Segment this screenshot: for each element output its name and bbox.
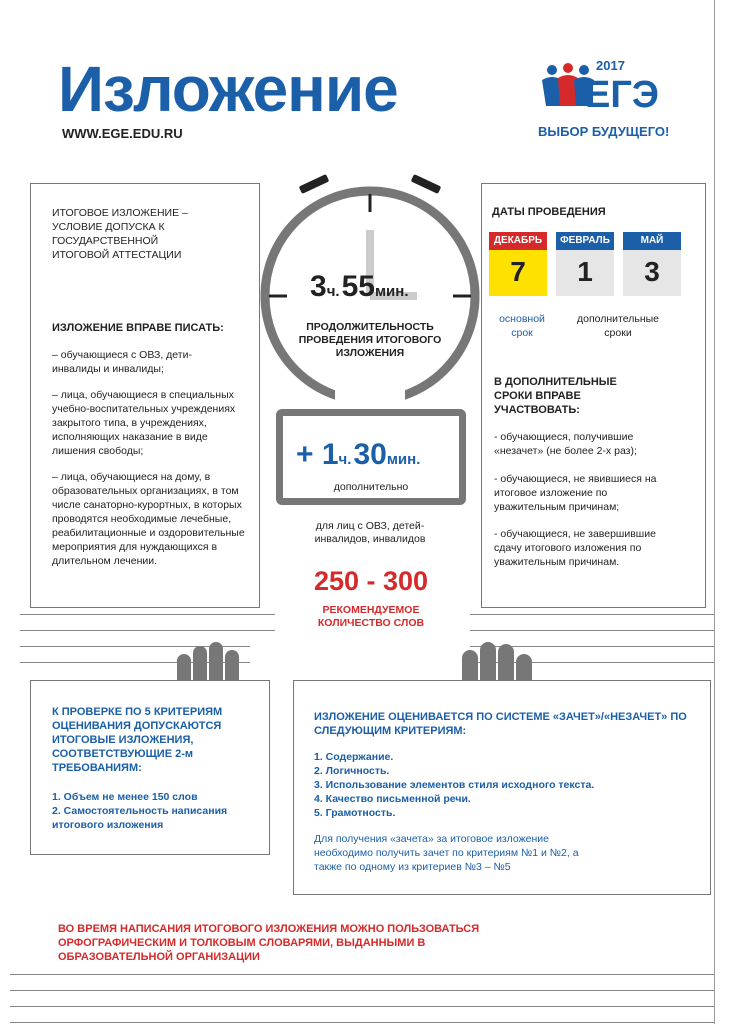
right-item-2: - обучающиеся, не явившиеся на итоговое изложение по уважительным причинам; (494, 473, 657, 513)
criteria-right-note: Для получения «зачета» за итоговое изложение необходимо получить зачет по критериям №1 и №2, а также по одному из критериев №3 – №5 (314, 833, 579, 873)
extra-time-caption: дополнительно (333, 481, 409, 493)
logo-year: 2017 (596, 58, 625, 73)
left-item-1: – обучающиеся с ОВЗ, дети-инвалиды и инвалиды; (52, 349, 192, 375)
duration-value (310, 270, 409, 304)
date-month: ДЕКАБРЬ (489, 232, 547, 250)
criteria-right-item-3: 3. Использование элементов стиля исходного текста. (314, 779, 595, 791)
criteria-right-item-1: 1. Содержание. (314, 751, 394, 763)
criteria-right-item-4: 4. Качество письменной речи. (314, 793, 471, 805)
criteria-right-heading: ИЗЛОЖЕНИЕ ОЦЕНИВАЕТСЯ ПО СИСТЕМЕ «ЗАЧЕТ»/«НЕЗАЧЕТ» ПО СЛЕДУЮЩИМ КРИТЕРИЯМ: (314, 711, 687, 737)
duration-caption: ПРОДОЛЖИТЕЛЬНОСТЬ ПРОВЕДЕНИЯ ИТОГОВОГО ИЗЛОЖЕНИЯ (298, 321, 442, 359)
divider-line (20, 614, 275, 615)
criteria-left-heading: К ПРОВЕРКЕ ПО 5 КРИТЕРИЯМ ОЦЕНИВАНИЯ ДОПУСКАЮТСЯ ИТОГОВЫЕ ИЗЛОЖЕНИЯ, СООТВЕТСТВУЮЩИЕ 2-м ТРЕБОВАНИЯМ: (52, 706, 223, 774)
footer-lines (0, 948, 735, 1024)
extra-time-prefix: + 1 (296, 438, 339, 471)
date-card-december (489, 232, 547, 296)
words-range: 250 - 300 (313, 566, 429, 596)
date-month: ФЕВРАЛЬ (556, 232, 614, 250)
main-term-label: основной срок (499, 313, 545, 339)
date-card-february (556, 232, 614, 296)
dates-heading: ДАТЫ ПРОВЕДЕНИЯ (492, 206, 606, 218)
criteria-right-item-2: 2. Логичность. (314, 765, 390, 777)
date-day: 3 (644, 256, 660, 287)
date-month: МАЙ (623, 232, 681, 250)
slogan: ВЫБОР БУДУЩЕГО! (538, 124, 670, 139)
extra-hours-unit: ч. (338, 451, 352, 468)
left-item-2: – лица, обучающиеся в специальных учебно-воспитательных учреждениях закрытого типа, в учреждениях, исполняющих наказание в виде лишения свободы; (52, 389, 236, 457)
criteria-right-item-5: 5. Грамотность. (314, 807, 396, 819)
duration-minutes: 55 (341, 270, 375, 303)
page-edge-line (714, 0, 715, 1024)
extra-minutes-unit: мин. (386, 451, 421, 468)
footer-note: ВО ВРЕМЯ НАПИСАНИЯ ИТОГОВОГО ИЗЛОЖЕНИЯ МОЖНО ПОЛЬЗОВАТЬСЯ ОРФОГРАФИЧЕСКИМ И ТОЛКОВЫМ СЛОВАРЯМИ, ВЫДАННЫМИ В ОБРАЗОВАТЕЛЬНОЙ ОРГАНИЗАЦИИ (58, 923, 480, 963)
right-subheading: В ДОПОЛНИТЕЛЬНЫЕ СРОКИ ВПРАВЕ УЧАСТВОВАТЬ: (494, 376, 617, 416)
date-day: 1 (577, 256, 593, 287)
date-card-may (623, 232, 681, 296)
right-item-3: - обучающиеся, не завершившие сдачу итогового изложения по уважительным причинам. (494, 528, 656, 568)
duration-hours-unit: ч. (326, 283, 340, 300)
criteria-left-item-1: 1. Объем не менее 150 слов (52, 791, 198, 803)
duration-hours: 3 (310, 270, 327, 303)
page-title: Изложение (58, 53, 398, 125)
duration-minutes-unit: мин. (374, 283, 409, 300)
site-link[interactable]: WWW.EGE.EDU.RU (62, 126, 183, 141)
extra-time-for: для лиц с ОВЗ, детей-инвалидов, инвалидов (314, 520, 426, 545)
left-intro: ИТОГОВОЕ ИЗЛОЖЕНИЕ – УСЛОВИЕ ДОПУСКА К ГОСУДАРСТВЕННОЙ ИТОГОВОЙ АТТЕСТАЦИИ (52, 207, 188, 261)
divider-line (470, 630, 715, 631)
criteria-left-item-2: 2. Самостоятельность написания итогового изложения (52, 805, 228, 831)
extra-minutes: 30 (353, 438, 387, 471)
right-item-1: - обучающиеся, получившие «незачет» (не более 2-х раз); (494, 431, 637, 457)
divider-line (470, 614, 715, 615)
extra-time-value (296, 438, 420, 472)
left-item-3: – лица, обучающиеся на дому, в образовательных организациях, в том числе санаторно-курортных, в которых проводятся необходимые лечебные, реабилитационные и оздоровительные мероприятия для нуждающихся в длительном лечении. (52, 471, 245, 567)
extra-terms-label: дополнительные сроки (576, 313, 660, 339)
logo-word: ЕГЭ (585, 74, 659, 116)
date-day: 7 (489, 250, 547, 296)
words-caption: РЕКОМЕНДУЕМОЕ КОЛИЧЕСТВО СЛОВ (317, 604, 425, 629)
left-heading: ИЗЛОЖЕНИЕ ВПРАВЕ ПИСАТЬ: (52, 322, 224, 334)
divider-line (20, 630, 275, 631)
